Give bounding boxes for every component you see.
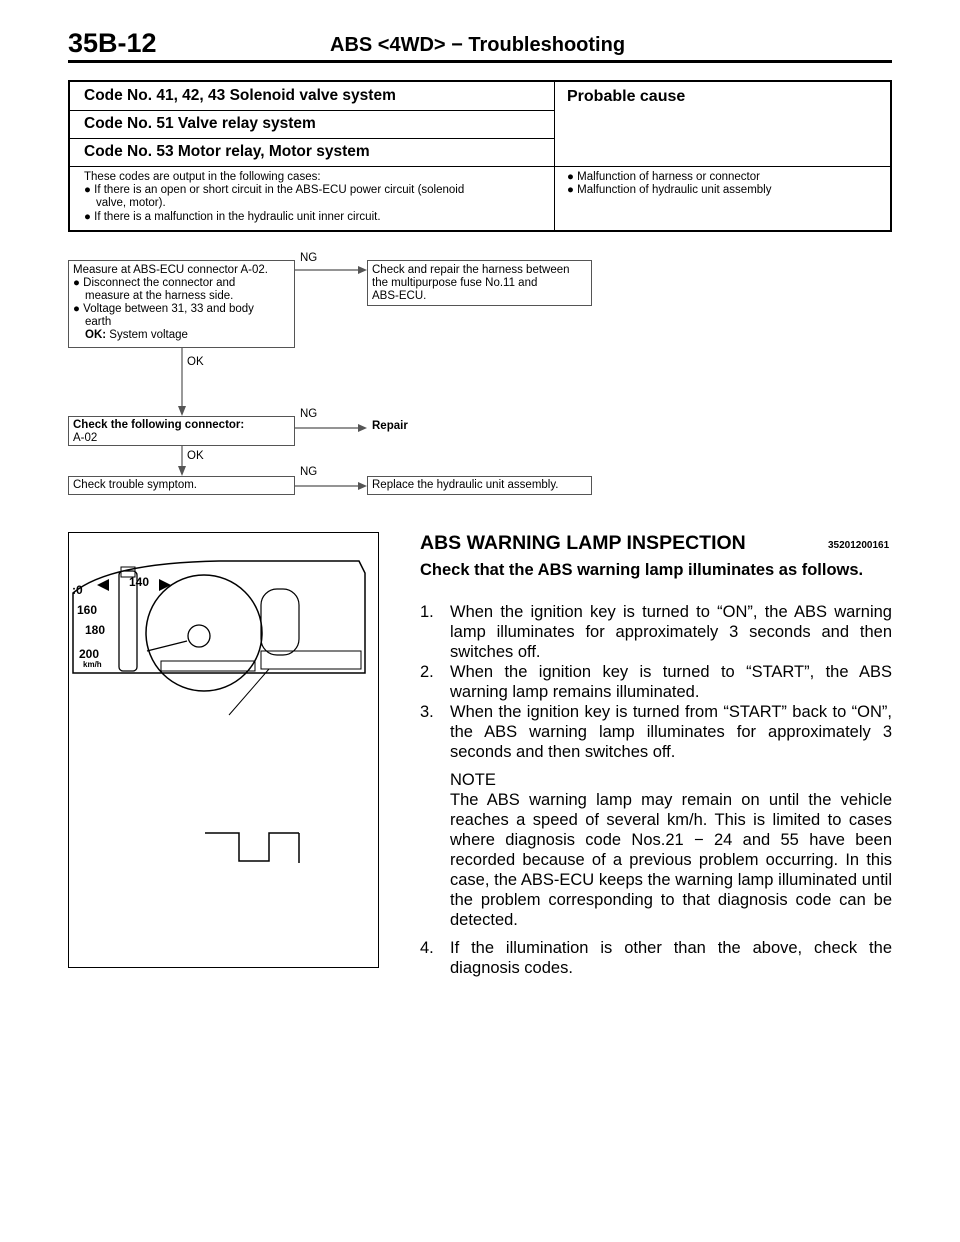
description-intro: These codes are output in the following cases: — [84, 171, 321, 183]
section-code: 35201200161 — [828, 540, 890, 551]
flow-bullet: ● Disconnect the connector and — [73, 277, 236, 289]
page-title: ABS <4WD> − Troubleshooting — [330, 34, 626, 56]
section-title: ABS WARNING LAMP INSPECTION — [420, 532, 746, 554]
page-number: 35B-12 — [68, 28, 157, 58]
flow-ng-action-repair: Repair — [372, 420, 408, 432]
step-item: 3. When the ignition key is turned from “START” back to “ON”, the ABS warning lamp illuminates for approximately 3 seconds and then switches off. — [420, 703, 892, 761]
note-title: NOTE — [450, 771, 496, 789]
inspection-steps — [420, 602, 892, 978]
ng-label: NG — [300, 466, 318, 478]
flow-step-measure — [68, 260, 295, 348]
step-item: 4. If the illumination is other than the above, check the diagnosis codes. — [420, 939, 892, 977]
ok-label: OK — [187, 356, 204, 368]
description-bullet-cont: valve, motor). — [96, 197, 166, 210]
section-lead: Check that the ABS warning lamp illuminates as follows. — [420, 561, 864, 579]
ng-label: NG — [300, 408, 318, 420]
probable-cause-title: Probable cause — [567, 88, 686, 105]
ng-label: NG — [300, 252, 318, 264]
flow-bullet-cont: earth — [85, 316, 112, 328]
abs-lamp-figure — [68, 532, 379, 968]
code-row-motor-relay: Code No. 53 Motor relay, Motor system — [84, 143, 370, 160]
flow-step-value: A-02 — [73, 432, 98, 444]
step-item: 1. When the ignition key is turned to “ON”, the ABS warning lamp illuminates for approximately 3 seconds and then switches off. — [420, 603, 892, 661]
flow-ng-action-replace: Replace the hydraulic unit assembly. — [367, 476, 592, 495]
speed-label: 200 — [79, 647, 100, 661]
speed-label: :0 — [72, 583, 83, 597]
flow-text: ABS-ECU. — [372, 290, 427, 302]
code-row-solenoid: Code No. 41, 42, 43 Solenoid valve system — [84, 87, 396, 104]
flow-ng-action-harness — [367, 260, 592, 306]
speed-label: 180 — [85, 623, 106, 637]
flow-step-title: Check the following connector: — [73, 419, 245, 431]
flow-step-title: Measure at ABS-ECU connector A-02. — [73, 264, 268, 276]
note-text: The ABS warning lamp may remain on until the vehicle reaches a speed of several km/h. This is limited to cases where diagnosis code Nos.21 − 24 and 55 have been recorded because of a previous problem occurring. In this case, the ABS-ECU keeps the warning lamp illuminated until the problem corresponding to that diagnosis code can be detected. — [450, 791, 892, 929]
cause-item: ● Malfunction of harness or connector — [567, 171, 760, 183]
flow-bullet: ● Voltage between 31, 33 and body — [73, 303, 254, 315]
speed-label: 140 — [129, 575, 150, 589]
description-bullet: ● If there is an open or short circuit in the ABS-ECU power circuit (solenoid — [84, 184, 465, 197]
flow-step-symptom: Check trouble symptom. — [68, 476, 295, 495]
step-item: 2. When the ignition key is turned to “START”, the ABS warning lamp remains illuminated. — [420, 663, 892, 701]
flow-ok-condition: OK: System voltage — [85, 329, 188, 341]
note — [420, 770, 892, 930]
flow-bullet-cont: measure at the harness side. — [85, 290, 234, 302]
description-bullet: ● If there is a malfunction in the hydraulic unit inner circuit. — [84, 210, 381, 223]
cause-item: ● Malfunction of hydraulic unit assembly — [567, 184, 772, 197]
flow-step-connector — [68, 416, 295, 446]
code-row-valve-relay: Code No. 51 Valve relay system — [84, 115, 316, 132]
flow-text: the multipurpose fuse No.11 and — [372, 277, 538, 289]
flow-text: Check and repair the harness between — [372, 264, 570, 276]
instrument-cluster-illustration — [69, 533, 380, 969]
ok-label: OK — [187, 450, 204, 462]
speed-label: 160 — [77, 603, 98, 617]
speed-unit: km/h — [83, 660, 102, 669]
